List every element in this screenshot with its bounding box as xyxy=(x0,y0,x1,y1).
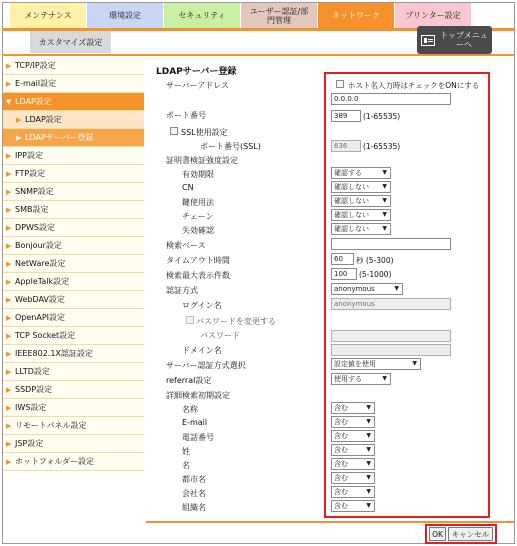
sidebar-item-tcpip[interactable] xyxy=(3,57,144,75)
tab-label: メンテナンス xyxy=(24,11,72,20)
tab-label: セキュリティ xyxy=(178,11,226,20)
sidebar-item-jsp[interactable] xyxy=(3,435,144,453)
sidebar-item-email[interactable] xyxy=(3,75,144,93)
password-label: パスワード xyxy=(200,331,240,340)
select-value: 確認しない xyxy=(334,183,369,191)
detail-company-select[interactable] xyxy=(331,486,375,498)
cert-revocation-select[interactable] xyxy=(331,223,391,235)
arrow-right-icon: ▶ xyxy=(6,223,12,232)
chevron-down-icon: ▼ xyxy=(382,197,387,204)
arrow-right-icon: ▶ xyxy=(6,349,12,358)
port-input[interactable]: 389 xyxy=(331,110,361,122)
detail-email-select[interactable] xyxy=(331,416,375,428)
arrow-right-icon: ▶ xyxy=(6,277,12,286)
sidebar-item-iws[interactable] xyxy=(3,399,144,417)
select-value: 確認する xyxy=(334,169,362,177)
server-address-input[interactable]: 0.0.0.0 xyxy=(331,93,451,105)
arrow-right-icon: ▶ xyxy=(16,115,22,124)
arrow-right-icon: ▶ xyxy=(6,439,12,448)
arrow-right-icon: ▶ xyxy=(6,151,12,160)
tab-user-auth[interactable] xyxy=(241,3,318,28)
detail-givenname-select[interactable] xyxy=(331,458,375,470)
select-value: 含む xyxy=(334,404,348,412)
referral-select[interactable] xyxy=(331,373,391,385)
detail-city-select[interactable] xyxy=(331,472,375,484)
tab-security[interactable] xyxy=(164,3,241,28)
sidebar-item-tcp-socket[interactable] xyxy=(3,327,144,345)
ssl-label: SSL使用設定 xyxy=(181,128,228,137)
max-results-range: (5-1000) xyxy=(359,270,392,279)
arrow-right-icon: ▶ xyxy=(6,421,12,430)
cert-revocation-label: 失効確認 xyxy=(182,226,214,235)
max-results-input[interactable]: 100 xyxy=(331,268,357,280)
select-value: 確認しない xyxy=(334,225,369,233)
tab-label: 環境設定 xyxy=(109,11,141,20)
arrow-right-icon: ▶ xyxy=(6,385,12,394)
detail-surname-label: 姓 xyxy=(182,447,190,456)
select-value: 設定値を使用 xyxy=(334,360,376,368)
top-menu-label: トップメニューへ xyxy=(440,31,488,49)
sidebar-item-openapi[interactable] xyxy=(3,309,144,327)
referral-label: referral設定 xyxy=(166,376,212,385)
password-input[interactable] xyxy=(331,330,451,342)
select-value: 確認しない xyxy=(334,197,369,205)
arrow-down-icon: ▼ xyxy=(6,97,12,106)
sidebar-item-label: DPWS設定 xyxy=(15,223,55,232)
detail-name-label: 名称 xyxy=(182,405,198,414)
sidebar-item-label: JSP設定 xyxy=(15,439,44,448)
tab-label: プリンター設定 xyxy=(405,11,461,20)
sidebar-item-label: LDAP設定 xyxy=(25,115,62,124)
chevron-down-icon: ▼ xyxy=(366,474,371,481)
sidebar-item-netware[interactable] xyxy=(3,255,144,273)
sidebar-item-snmp[interactable] xyxy=(3,183,144,201)
sidebar-item-ipp[interactable] xyxy=(3,147,144,165)
arrow-right-icon: ▶ xyxy=(6,61,12,70)
sidebar-subitem-ldap-server[interactable] xyxy=(3,129,144,147)
detail-company-label: 会社名 xyxy=(182,489,206,498)
sidebar-subitem-ldap-settings[interactable] xyxy=(3,111,144,129)
sidebar-item-smb[interactable] xyxy=(3,201,144,219)
cert-keyusage-select[interactable] xyxy=(331,195,391,207)
sidebar-item-ieee8021x[interactable] xyxy=(3,345,144,363)
sidebar-item-label: LDAP設定 xyxy=(15,97,52,106)
detail-org-label: 組織名 xyxy=(182,503,206,512)
timeout-input[interactable]: 60 xyxy=(331,253,354,265)
cert-expiry-select[interactable] xyxy=(331,167,391,179)
arrow-right-icon: ▶ xyxy=(6,241,12,250)
chevron-down-icon: ▼ xyxy=(366,460,371,467)
sidebar-item-label: WebDAV設定 xyxy=(15,295,65,304)
sidebar-item-label: IWS設定 xyxy=(15,403,47,412)
chevron-down-icon: ▼ xyxy=(366,432,371,439)
server-auth-label: サーバー認証方式選択 xyxy=(166,361,246,370)
select-value: 含む xyxy=(334,488,348,496)
max-results-label: 検索最大表示件数 xyxy=(166,271,230,280)
sidebar-item-label: SNMP設定 xyxy=(15,187,54,196)
arrow-right-icon: ▶ xyxy=(6,367,12,376)
detail-givenname-label: 名 xyxy=(182,461,190,470)
arrow-right-icon: ▶ xyxy=(6,295,12,304)
login-input[interactable]: anonymous xyxy=(331,298,451,310)
tab-maintenance[interactable] xyxy=(10,3,87,28)
auth-select[interactable] xyxy=(331,283,403,295)
menu-icon xyxy=(421,35,435,46)
top-menu-button[interactable] xyxy=(417,26,492,54)
sidebar-item-dpws[interactable] xyxy=(3,219,144,237)
sidebar-item-label: LLTD設定 xyxy=(15,367,50,376)
chevron-down-icon: ▼ xyxy=(366,418,371,425)
select-value: 含む xyxy=(334,474,348,482)
detail-phone-select[interactable] xyxy=(331,430,375,442)
select-value: 含む xyxy=(334,502,348,510)
cert-expiry-label: 有効期限 xyxy=(182,170,214,179)
page-title: LDAPサーバー登録 xyxy=(156,67,237,77)
login-label: ログイン名 xyxy=(182,301,222,310)
sidebar-item-label: IEEE802.1X認証設定 xyxy=(15,349,93,358)
cert-label: 証明書検証強度設定 xyxy=(166,156,238,165)
sidebar-item-ssdp[interactable] xyxy=(3,381,144,399)
chevron-down-icon: ▼ xyxy=(382,225,387,232)
detail-surname-select[interactable] xyxy=(331,444,375,456)
tab-label: ネットワーク xyxy=(332,11,380,20)
cert-keyusage-label: 鍵使用法 xyxy=(182,198,214,207)
server-address-label: サーバーアドレス xyxy=(166,81,229,90)
cert-chain-label: チェーン xyxy=(182,212,214,221)
sidebar-item-remote-panel[interactable] xyxy=(3,417,144,435)
select-value: 含む xyxy=(334,432,348,440)
search-base-input[interactable] xyxy=(331,238,451,250)
select-value: anonymous xyxy=(334,285,375,293)
tab-label: ユーザー認証/部門管理 xyxy=(249,6,309,25)
arrow-right-icon: ▶ xyxy=(6,169,12,178)
ssl-port-label: ポート番号(SSL) xyxy=(200,142,261,151)
detail-phone-label: 電話番号 xyxy=(182,433,214,442)
sidebar-item-label: FTP設定 xyxy=(15,169,46,178)
arrow-right-icon: ▶ xyxy=(6,259,12,268)
search-base-label: 検索ベース xyxy=(166,241,206,250)
tab-environment[interactable] xyxy=(87,3,164,28)
arrow-right-icon: ▶ xyxy=(6,403,12,412)
chevron-down-icon: ▼ xyxy=(382,169,387,176)
sidebar-item-label: E-mail設定 xyxy=(15,79,57,88)
timeout-label: タイムアウト時間 xyxy=(166,256,230,265)
arrow-right-icon: ▶ xyxy=(6,313,12,322)
domain-label: ドメイン名 xyxy=(182,346,222,355)
sidebar-item-label: AppleTalk設定 xyxy=(15,277,70,286)
arrow-right-icon: ▶ xyxy=(16,133,22,142)
sidebar-item-label: Bonjour設定 xyxy=(15,241,62,250)
select-value: 確認しない xyxy=(334,211,369,219)
domain-input[interactable] xyxy=(331,344,451,356)
ssl-port-input[interactable]: 636 xyxy=(331,140,361,152)
select-value: 含む xyxy=(334,418,348,426)
chevron-down-icon: ▼ xyxy=(394,285,399,292)
change-password-checkbox[interactable] xyxy=(186,316,194,324)
tab-network[interactable] xyxy=(318,3,395,28)
chevron-down-icon: ▼ xyxy=(366,404,371,411)
sidebar-item-label: ホットフォルダー設定 xyxy=(15,457,95,466)
chevron-down-icon: ▼ xyxy=(382,211,387,218)
ok-button[interactable]: OK xyxy=(429,527,446,541)
detail-city-label: 都市名 xyxy=(182,475,206,484)
sidebar-item-label: SSDP設定 xyxy=(15,385,53,394)
change-password-label: パスワードを変更する xyxy=(196,317,276,326)
sidebar-item-label: TCP Socket設定 xyxy=(15,331,76,340)
ssl-checkbox[interactable] xyxy=(170,127,178,135)
port-range: (1-65535) xyxy=(363,112,401,121)
arrow-right-icon: ▶ xyxy=(6,205,12,214)
sidebar xyxy=(3,57,144,471)
sidebar-item-label: リモートパネル設定 xyxy=(15,421,87,430)
arrow-right-icon: ▶ xyxy=(6,79,12,88)
header-separator xyxy=(2,54,515,56)
sidebar-item-label: LDAPサーバー登録 xyxy=(25,133,94,142)
hostname-checkbox-label: ホスト名入力時はチェックをONにする xyxy=(348,81,480,90)
detail-name-select[interactable] xyxy=(331,402,375,414)
chevron-down-icon: ▼ xyxy=(366,502,371,509)
chevron-down-icon: ▼ xyxy=(382,183,387,190)
sidebar-item-ftp[interactable] xyxy=(3,165,144,183)
arrow-right-icon: ▶ xyxy=(6,331,12,340)
auth-label: 認証方式 xyxy=(166,286,198,295)
hostname-checkbox[interactable] xyxy=(336,80,344,88)
tab-customize[interactable] xyxy=(30,31,111,53)
sidebar-item-label: SMB設定 xyxy=(15,205,49,214)
tab-printer[interactable] xyxy=(395,3,472,28)
chevron-down-icon: ▼ xyxy=(366,446,371,453)
sidebar-item-lltd[interactable] xyxy=(3,363,144,381)
cert-cn-select[interactable] xyxy=(331,181,391,193)
sidebar-item-label: TCP/IP設定 xyxy=(15,61,56,70)
cert-chain-select[interactable] xyxy=(331,209,391,221)
select-value: 含む xyxy=(334,446,348,454)
chevron-down-icon: ▼ xyxy=(366,488,371,495)
main-tabs xyxy=(10,3,472,28)
sidebar-item-hot-folder[interactable] xyxy=(3,453,144,471)
sidebar-item-label: NetWare設定 xyxy=(15,259,66,268)
chevron-down-icon: ▼ xyxy=(412,360,417,367)
select-value: 使用する xyxy=(334,375,362,383)
sidebar-item-bonjour[interactable] xyxy=(3,237,144,255)
detail-org-select[interactable] xyxy=(331,500,375,512)
sidebar-item-label: OpenAPI設定 xyxy=(15,313,66,322)
chevron-down-icon: ▼ xyxy=(382,375,387,382)
timeout-unit: 秒 (5-300) xyxy=(356,256,394,265)
ssl-port-range: (1-65535) xyxy=(363,142,401,151)
select-value: 含む xyxy=(334,460,348,468)
cancel-button[interactable]: キャンセル xyxy=(448,527,493,541)
port-label: ポート番号 xyxy=(166,111,206,120)
sidebar-item-appletalk[interactable] xyxy=(3,273,144,291)
footer-separator xyxy=(146,521,514,523)
subtab-label: カスタマイズ設定 xyxy=(38,37,103,47)
sidebar-item-label: IPP設定 xyxy=(15,151,44,160)
cert-cn-label: CN xyxy=(182,183,194,192)
arrow-right-icon: ▶ xyxy=(6,457,12,466)
detail-email-label: E-mail xyxy=(182,418,208,427)
sidebar-item-webdav[interactable] xyxy=(3,291,144,309)
arrow-right-icon: ▶ xyxy=(6,187,12,196)
detail-search-label: 詳細検索初期設定 xyxy=(166,391,230,400)
sidebar-item-ldap[interactable] xyxy=(3,93,144,111)
server-auth-select[interactable] xyxy=(331,358,421,370)
